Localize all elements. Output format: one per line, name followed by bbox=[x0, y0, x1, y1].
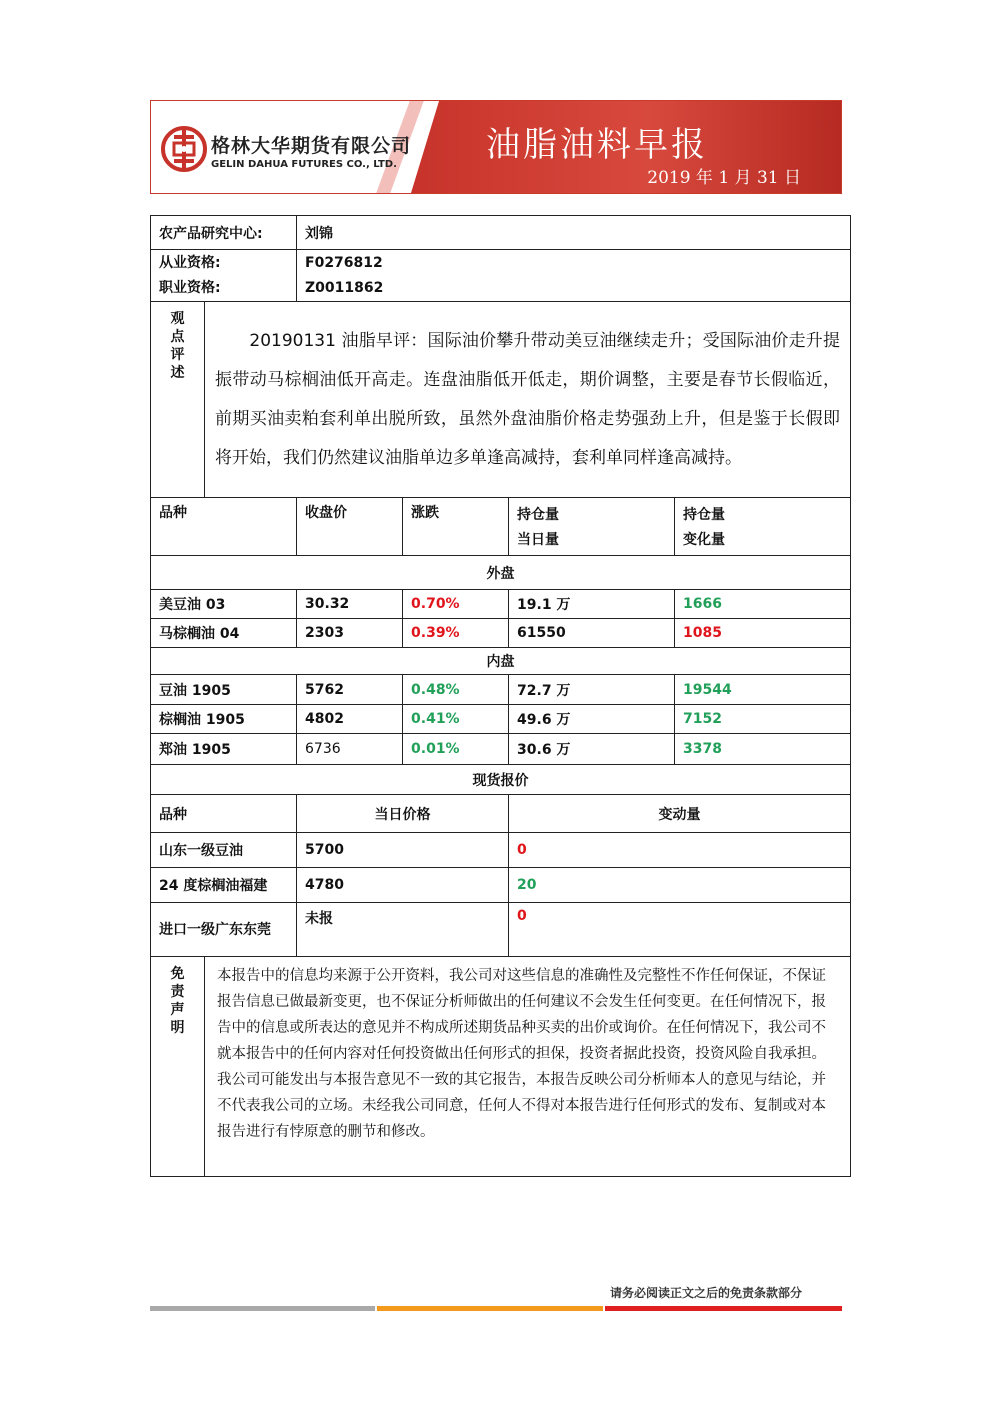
disclaimer-label-char: 免 bbox=[170, 966, 185, 982]
close-cell: 5762 bbox=[297, 675, 403, 705]
variety-cell: 豆油 1905 bbox=[151, 675, 297, 705]
header-variety: 品种 bbox=[151, 498, 297, 556]
header-oi-line1: 持仓量 bbox=[517, 506, 560, 523]
spot-price-cell: 5700 bbox=[297, 833, 509, 868]
header-oi-line2: 当日量 bbox=[517, 531, 560, 548]
oi-cell: 72.7 万 bbox=[509, 675, 675, 705]
footer-note: 请务必阅读正文之后的免责条款部分 bbox=[610, 1286, 803, 1300]
oi-change-cell: 19544 bbox=[675, 675, 851, 705]
comment-label-char: 点 bbox=[170, 329, 185, 345]
gelin-dahua-logo-icon bbox=[161, 126, 207, 172]
center-row bbox=[151, 216, 851, 250]
section-domestic-row bbox=[151, 648, 851, 675]
spot-header-row bbox=[151, 795, 851, 833]
oi-change-cell: 1666 bbox=[675, 590, 851, 619]
comment-text: 20190131 油脂早评：国际油价攀升带动美豆油继续走升；受国际油价走升提振带动马棕榈油低开高走。连盘油脂低开低走，期价调整，主要是春节长假临近，前期买油卖粕套利单出脱所致，虽然外盘油脂价格走势强劲上升，但是鉴于长假即将开始，我们仍然建议油脂单边多单逢高减持，套利单同样逢高减持。 bbox=[205, 302, 851, 498]
variety-cell: 郑油 1905 bbox=[151, 734, 297, 765]
spot-variety-cell: 24 度棕榈油福建 bbox=[151, 868, 297, 903]
table-row bbox=[151, 734, 851, 765]
spot-variety-cell: 进口一级广东东莞 bbox=[151, 903, 297, 957]
table-row bbox=[151, 619, 851, 648]
header-oi-change-line1: 持仓量 bbox=[683, 506, 726, 523]
comment-label-char: 评 bbox=[170, 347, 185, 363]
company-name-cn: 格林大华期货有限公司 bbox=[211, 135, 412, 157]
table-row bbox=[151, 903, 851, 957]
footer-bar-red bbox=[605, 1306, 842, 1311]
report-table bbox=[150, 215, 851, 1177]
job-label: 职业资格: bbox=[159, 279, 221, 296]
variety-cell: 美豆油 03 bbox=[151, 590, 297, 619]
oi-cell: 19.1 万 bbox=[509, 590, 675, 619]
change-cell: 0.39% bbox=[403, 619, 509, 648]
oi-change-cell: 7152 bbox=[675, 705, 851, 734]
change-cell: 0.01% bbox=[403, 734, 509, 765]
section-overseas: 外盘 bbox=[151, 556, 851, 590]
table-row bbox=[151, 675, 851, 705]
analyst-name: 刘锦 bbox=[297, 216, 851, 250]
close-cell: 30.32 bbox=[297, 590, 403, 619]
spot-variety-cell: 山东一级豆油 bbox=[151, 833, 297, 868]
comment-label-char: 述 bbox=[170, 365, 185, 381]
comment-label bbox=[151, 302, 205, 498]
oi-change-cell: 1085 bbox=[675, 619, 851, 648]
futures-header-row bbox=[151, 498, 851, 556]
report-header-banner bbox=[150, 100, 842, 194]
section-spot: 现货报价 bbox=[151, 765, 851, 795]
header-oi bbox=[509, 498, 675, 556]
close-cell: 2303 bbox=[297, 619, 403, 648]
section-spot-row bbox=[151, 765, 851, 795]
header-oi-change bbox=[675, 498, 851, 556]
oi-change-cell: 3378 bbox=[675, 734, 851, 765]
change-cell: 0.48% bbox=[403, 675, 509, 705]
spot-price-cell: 4780 bbox=[297, 868, 509, 903]
footer-bar-gray bbox=[150, 1306, 375, 1311]
change-cell: 0.70% bbox=[403, 590, 509, 619]
oi-cell: 49.6 万 bbox=[509, 705, 675, 734]
spot-header-change: 变动量 bbox=[509, 795, 851, 833]
disclaimer-label bbox=[151, 957, 205, 1177]
disclaimer-label-char: 声 bbox=[170, 1002, 185, 1018]
header-close: 收盘价 bbox=[297, 498, 403, 556]
oi-cell: 30.6 万 bbox=[509, 734, 675, 765]
section-domestic: 内盘 bbox=[151, 648, 851, 675]
spot-change-cell: 0 bbox=[509, 903, 851, 957]
disclaimer-text: 本报告中的信息均来源于公开资料，我公司对这些信息的准确性及完整性不作任何保证，不保证报告信息已做最新变更，也不保证分析师做出的任何建议不会发生任何变更。在任何情况下，报告中的信息或所表达的意见并不构成所述期货品种买卖的出价或询价。在任何情况下，我公司不就本报告中的任何内容对任何投资做出任何形式的担保，投资者据此投资，投资风险自我承担。我公司可能发出与本报告意见不一致的其它报告，本报告反映公司分析师本人的意见与结论，并不代表我公司的立场。未经我公司同意，任何人不得对本报告进行任何形式的发布、复制或对本报告进行有悖原意的删节和修改。 bbox=[205, 957, 851, 1177]
spot-header-variety: 品种 bbox=[151, 795, 297, 833]
close-cell: 6736 bbox=[297, 734, 403, 765]
disclaimer-row bbox=[151, 957, 851, 1177]
report-title: 油脂油料早报 bbox=[486, 125, 708, 165]
disclaimer-label-char: 责 bbox=[170, 984, 185, 1000]
qualification-labels bbox=[151, 250, 297, 302]
table-row bbox=[151, 705, 851, 734]
variety-cell: 马棕榈油 04 bbox=[151, 619, 297, 648]
qualification-values bbox=[297, 250, 851, 302]
job-value: Z0011862 bbox=[305, 279, 384, 296]
spot-change-cell: 20 bbox=[509, 868, 851, 903]
header-change: 涨跌 bbox=[403, 498, 509, 556]
header-oi-change-line2: 变化量 bbox=[683, 531, 726, 548]
company-name-en: GELIN DAHUA FUTURES CO., LTD. bbox=[211, 159, 397, 170]
variety-cell: 棕榈油 1905 bbox=[151, 705, 297, 734]
oi-cell: 61550 bbox=[509, 619, 675, 648]
close-cell: 4802 bbox=[297, 705, 403, 734]
report-date: 2019 年 1 月 31 日 bbox=[647, 168, 801, 188]
qualification-row bbox=[151, 250, 851, 302]
spot-change-cell: 0 bbox=[509, 833, 851, 868]
footer-bar-orange bbox=[377, 1306, 603, 1311]
qual-label: 从业资格: bbox=[159, 254, 221, 271]
change-cell: 0.41% bbox=[403, 705, 509, 734]
table-row bbox=[151, 590, 851, 619]
spot-header-price: 当日价格 bbox=[297, 795, 509, 833]
comment-row bbox=[151, 302, 851, 498]
disclaimer-label-char: 明 bbox=[170, 1020, 185, 1036]
qual-value: F0276812 bbox=[305, 254, 383, 271]
center-label: 农产品研究中心: bbox=[151, 216, 297, 250]
comment-label-char: 观 bbox=[170, 311, 185, 327]
table-row bbox=[151, 868, 851, 903]
spot-price-cell: 未报 bbox=[297, 903, 509, 957]
section-overseas-row bbox=[151, 556, 851, 590]
table-row bbox=[151, 833, 851, 868]
